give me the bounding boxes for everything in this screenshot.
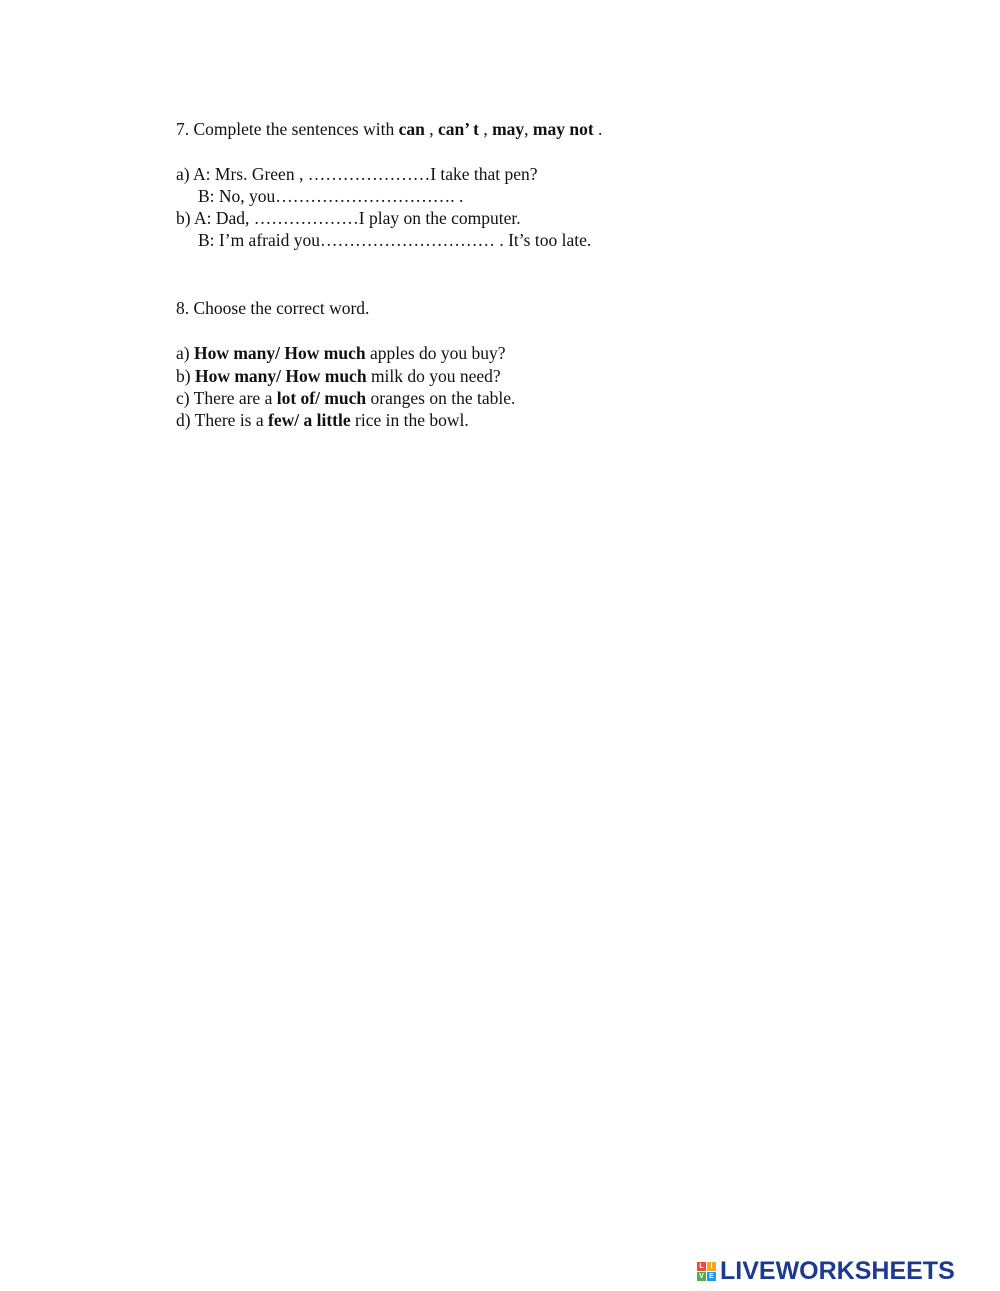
- logo-block-icon: V: [697, 1272, 706, 1281]
- item-suffix: milk do you need?: [366, 366, 501, 386]
- logo-block-icon: I: [707, 1262, 716, 1271]
- item-suffix: apples do you buy?: [365, 343, 506, 363]
- liveworksheets-logo: [697, 1257, 955, 1285]
- item-options: few/ a little: [268, 410, 351, 430]
- separator: ,: [524, 119, 533, 139]
- item-options: lot of/ much: [276, 388, 367, 408]
- logo-block-icon: E: [707, 1272, 716, 1281]
- exercise-7-instruction: 7. Complete the sentences with: [176, 119, 399, 139]
- exercise-8-item-c: [176, 387, 515, 409]
- logo-icon: [697, 1262, 716, 1281]
- separator: ,: [478, 119, 493, 139]
- item-prefix: b): [176, 366, 195, 386]
- exercise-7-line-b: b) A: Dad, ………………I play on the computer.: [176, 208, 521, 228]
- option-can: can: [398, 119, 425, 139]
- exercise-7-line-b-answer: B: I’m afraid you………………………… . It’s too late.: [198, 230, 592, 250]
- exercise-8-item-d: [176, 409, 469, 431]
- exercise-7-line-a: a) A: Mrs. Green , …………………I take that pen?: [176, 164, 538, 184]
- item-prefix: d) There is a: [176, 410, 269, 430]
- logo-text: LIVEWORKSHEETS: [720, 1256, 955, 1285]
- exercise-7-line-a-answer: B: No, you…………………………. .: [198, 186, 464, 206]
- option-may: may: [492, 119, 525, 139]
- exercise-8-item-b: [176, 365, 501, 387]
- logo-block-icon: L: [697, 1262, 706, 1271]
- item-suffix: oranges on the table.: [366, 388, 516, 408]
- item-options: How many/ How much: [194, 366, 367, 386]
- item-options: How many/ How much: [193, 343, 366, 363]
- option-may-not: may not: [532, 119, 594, 139]
- exercise-7-title: [176, 118, 602, 140]
- exercise-8-title: 8. Choose the correct word.: [176, 298, 370, 318]
- exercise-8-item-a: [176, 342, 506, 364]
- item-suffix: rice in the bowl.: [350, 410, 469, 430]
- separator: ,: [424, 119, 438, 139]
- item-prefix: c) There are a: [176, 388, 277, 408]
- item-prefix: a): [176, 343, 194, 363]
- option-cant: can’ t: [437, 119, 479, 139]
- title-end: .: [593, 119, 603, 139]
